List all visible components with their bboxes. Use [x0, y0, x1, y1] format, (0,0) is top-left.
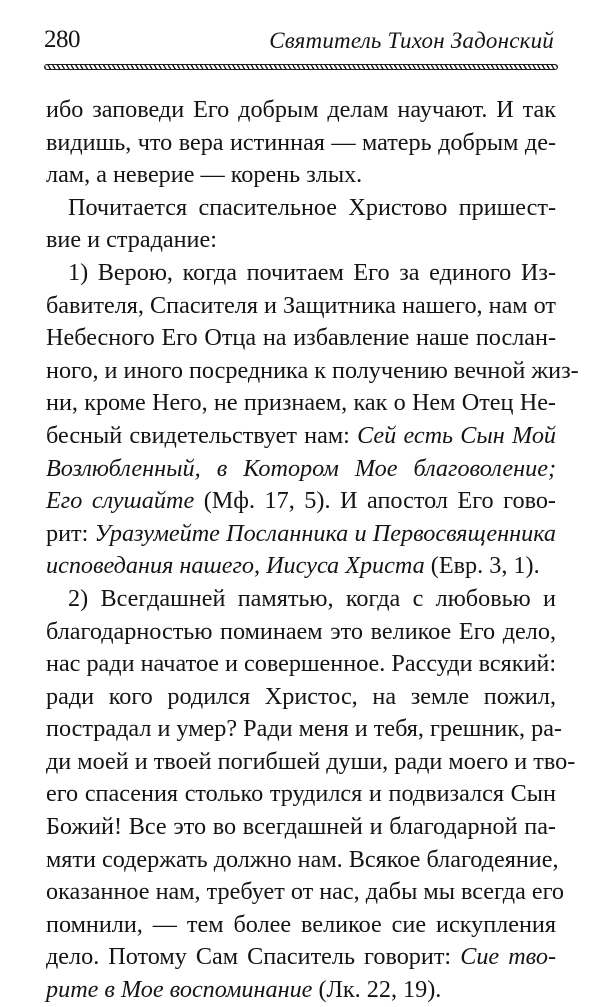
text-line [46, 550, 556, 583]
text-segment: (Евр. 3, 1). [424, 552, 540, 580]
text-segment: лам, а неверие — корень злых. [46, 161, 363, 189]
text-line [46, 224, 556, 257]
text-line [46, 485, 556, 518]
italic-quote: Уразумейте Посланника и Первосвященника [94, 519, 556, 547]
text-line [46, 713, 562, 746]
text-segment: ибо заповеди Его добрым делам научают. И так [46, 96, 556, 123]
text-segment: ди моей и твоей погибшей души, ради моего и тво- [46, 747, 576, 775]
text-line [46, 420, 556, 453]
text-segment: его спасения столько трудился и подвизался Сын [46, 780, 556, 808]
page-header [44, 20, 556, 60]
text-line [46, 322, 556, 355]
text-line [46, 616, 556, 649]
text-segment: Небесного Его Отца на избавление наше послан- [46, 324, 556, 352]
text-segment: 2) Всегдашней памятью, когда с любовью и [68, 584, 556, 612]
text-segment: оказанное нам, требует от нас, дабы мы всегда его [46, 878, 564, 906]
text-line [46, 453, 556, 486]
text-line [46, 876, 564, 909]
text-line [46, 159, 556, 192]
text-segment: Божий! Все это во всегдашней и благодарной па- [46, 813, 556, 841]
text-line [46, 844, 559, 877]
text-segment: ного, и иного посредника к получению вечной жиз- [46, 356, 579, 384]
text-line [46, 583, 556, 616]
text-line [46, 941, 556, 974]
text-segment: благодарностью поминаем это великое Его дело, [46, 617, 556, 645]
body-text [46, 94, 579, 1007]
text-segment: нас ради начатое и совершенное. Рассуди всякий: [46, 650, 557, 678]
italic-quote: рите в Мое воспоминание [46, 976, 313, 1004]
text-line [46, 355, 579, 388]
text-segment: Почитается спасительное Христово пришест- [68, 193, 556, 221]
text-segment: вие и страдание: [46, 226, 217, 254]
text-segment: рит: [46, 519, 95, 547]
text-line [46, 127, 556, 160]
text-segment: (Мф. 17, 5). И апостол Его гово- [194, 487, 556, 515]
text-segment: бавителя, Спасителя и Защитника нашего, нам от [46, 291, 557, 319]
text-segment: 1) Верою, когда почитаем Его за единого Из- [68, 258, 556, 286]
text-line [46, 648, 556, 681]
text-segment: помнили, — тем более великое сие искупления [46, 910, 556, 938]
rope-divider [44, 64, 558, 70]
text-line [46, 746, 576, 779]
text-segment: ради кого родился Христос, на земле пожил, [46, 682, 556, 710]
text-line [46, 909, 556, 942]
text-line [46, 94, 556, 127]
text-segment: бесный свидетельствует нам: [46, 421, 358, 449]
text-line [46, 811, 556, 844]
text-segment: дело. Потому Сам Спаситель говорит: [46, 943, 461, 971]
text-segment: мяти содержать должно нам. Всякое благодеяние, [46, 845, 559, 873]
italic-quote: Возлюбленный, в Котором Мое благоволение; [46, 454, 556, 482]
text-segment: видишь, что вера истинная — матерь добрым де- [46, 128, 556, 156]
text-line [46, 192, 556, 225]
italic-quote: Сие тво- [460, 943, 556, 971]
italic-quote: Сей есть Сын Мой [357, 421, 557, 449]
text-line [46, 290, 556, 323]
running-title: Святитель Тихон Задонский [269, 28, 554, 53]
page-number: 280 [44, 26, 80, 53]
italic-quote: исповедания нашего, Иисуса Христа [46, 552, 425, 580]
text-line [46, 257, 556, 290]
text-line [46, 974, 556, 1007]
text-line [46, 778, 556, 811]
text-segment: (Лк. 22, 19). [312, 976, 442, 1004]
italic-quote: Его слушайте [46, 487, 195, 515]
text-line [46, 681, 556, 714]
text-segment: пострадал и умер? Ради меня и тебя, грешник, ра- [46, 715, 562, 743]
text-segment: ни, кроме Него, не признаем, как о Нем Отец Не- [46, 389, 556, 417]
text-line [46, 518, 556, 551]
text-line [46, 387, 556, 420]
